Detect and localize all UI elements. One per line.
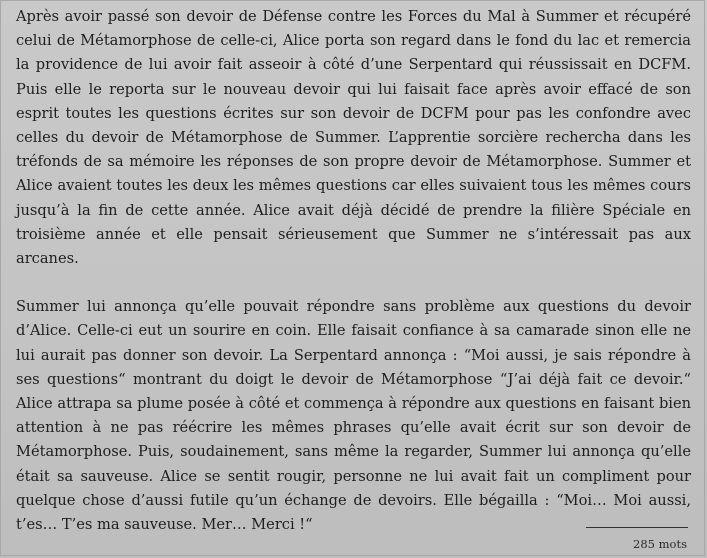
story-paragraph: Summer lui annonça qu’elle pouvait répondre sans problème aux questions du devoir d’Alice. Celle-ci eut un sourire en coin. Elle faisait confiance à sa camarade sinon elle ne lui aurait pas donner son devoir. La Serpentard annonça : “Moi aussi, je sais répondre à ses questions“ montrant du doigt le devoir de Métamorphose “J’ai déjà fait ce devoir.“ Alice attrapa sa plume posée à côté et commença à répondre aux questions en faisant bien attention à ne pas réécrire les mêmes phrases qu’elle avait écrit sur son devoir de Métamorphose. Puis, soudainement, sans même la regarder, Summer lui annonça qu’elle était sa sauveuse. Alice se sentit rougir, personne ne lui avait fait un compliment pour quelque chose d’aussi futile qu’un échange de devoirs. Elle bégailla : “Moi… Moi aussi, t’es… T’es ma sauveuse. Mer… Merci !“ — [16, 298, 691, 534]
word-count: 285 mots — [633, 537, 687, 551]
word-count-divider — [586, 527, 688, 528]
story-text — [16, 5, 691, 537]
story-paragraph: Après avoir passé son devoir de Défense contre les Forces du Mal à Summer et récupéré celui de Métamorphose de celle-ci, Alice porta son regard dans le fond du lac et remercia la providence de lui avoir fait asseoir à côté d’une Serpentard qui réussissait en DCFM. Puis elle le reporta sur le nouveau devoir qui lui faisait face après avoir effacé de son esprit toutes les questions écrites sur son devoir de DCFM pour pas les confondre avec celles du devoir de Métamorphose de Summer. L’apprentie sorcière rechercha dans les tréfonds de sa mémoire les réponses de son propre devoir de Métamorphose. Summer et Alice avaient toutes les deux les mêmes questions car elles suivaient tous les mêmes cours jusqu’à la fin de cette année. Alice avait déjà décidé de prendre la filière Spéciale en troisième année et elle pensait sérieusement que Summer ne s’intéressait pas aux arcanes. — [16, 8, 691, 268]
